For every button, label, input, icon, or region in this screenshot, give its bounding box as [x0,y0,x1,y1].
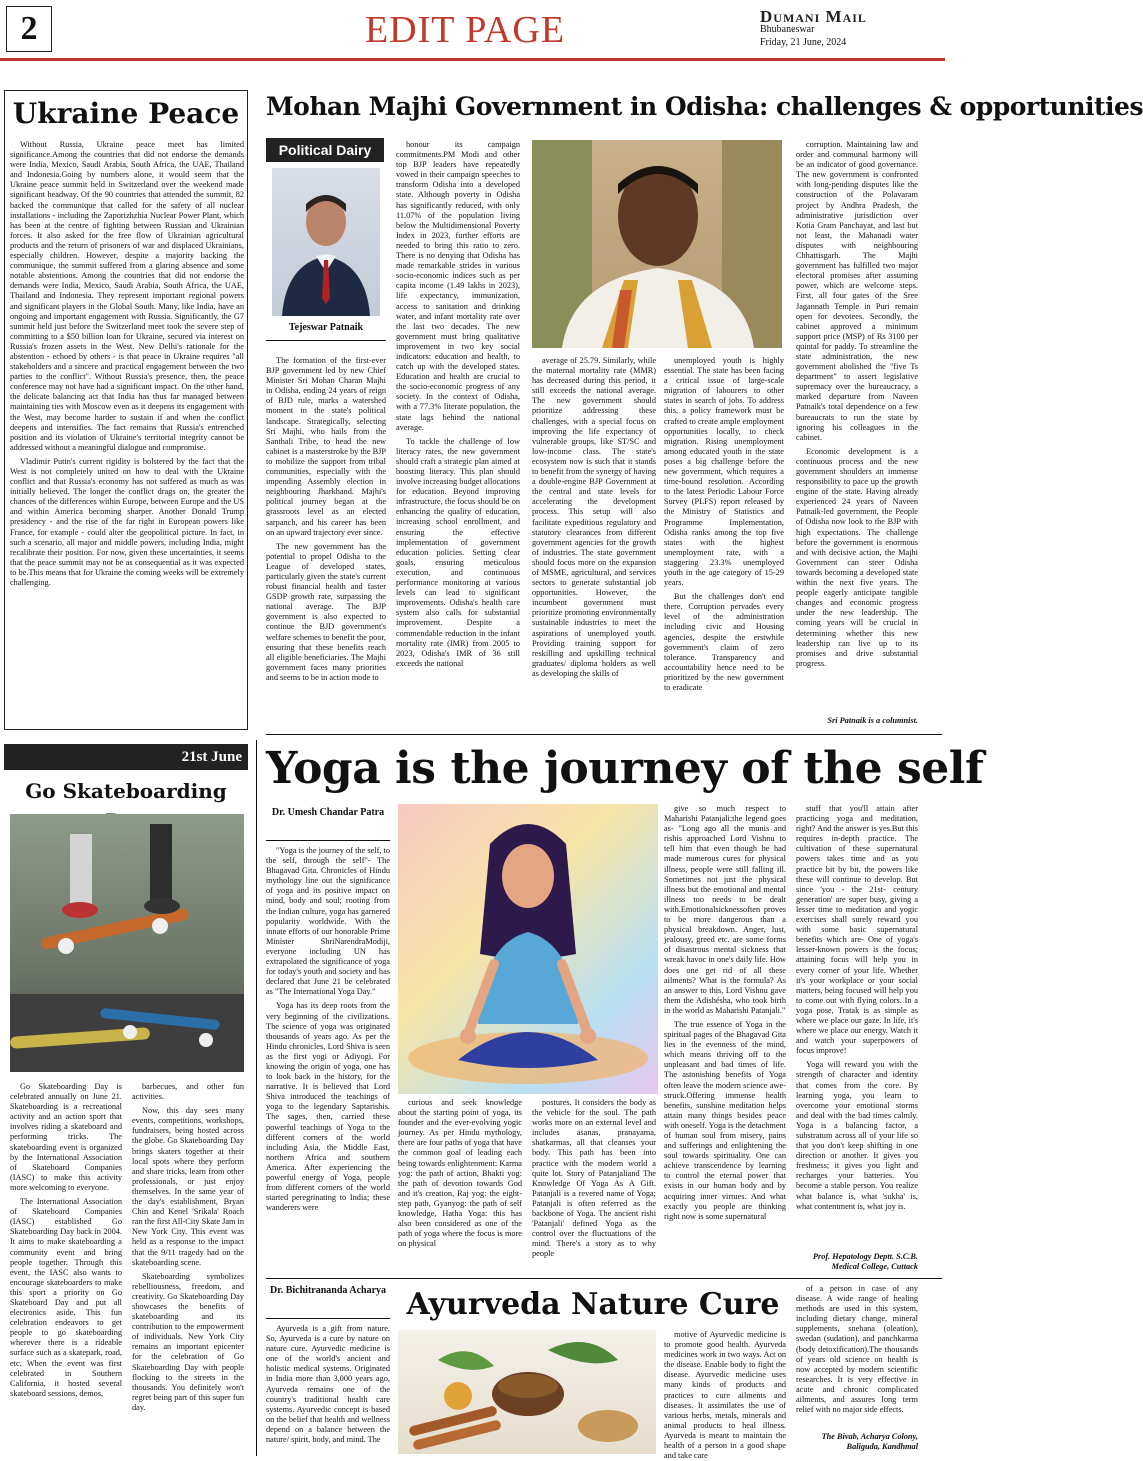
paragraph: Economic development is a continuous process and the new government shoulders an immense responsibility to pace up the growth engine of the state. Having already experienced 24 years of Naveen Patnaik-led government, the People of Odisha now look to the BJP with high expectations. The challenge before the government is enormous and with decisive action, the Majhi Government can steer Odisha towards becoming a developed state within the next five years. The people eagerly anticipate tangible changes and economic progress under the new leadership. The coming years will be crucial in determining whether this new leadership can live up to its promises and drive substantial progress. [796,446,918,668]
odisha-col4 [664,356,784,728]
yoga-headline: Yoga is the journey of the self [266,743,984,794]
paragraph: average of 25.79. Similarly, while the maternal mortality rate (MMR) has decreased during this period, it still exceeds the national average. The new government should prioritize addressing these challenges, with a special focus on improving the life expectancy of vulnerable groups, like ST/SC and low-income class. The state's ecosystem now is such that it stands to benefit from the synergy of having a double-engine BJP Government at the central and state levels for accelerating the development process. This setup will also facilitate expeditious regulatory and statutory clearances from different government agencies for the growth of industries. The state government should focus more on the expansion of MSME, agricultural, and services sectors to generate substantial job opportunities. However, the incumbent government must prioritize promoting environmentally sustainable industries to meet the aspirations of unemployed youth. Providing training support for reskilling and upskilling technical graduates/ diploma holders as well as developing the skills of [532,356,656,678]
date: Friday, 21 June, 2024 [760,37,847,48]
yoga-col4 [664,804,786,1274]
skate-title: Go Skateboarding [25,779,227,803]
paragraph: But the challenges don't end there. Corruption pervades every level of the administration including civic and Housing agencies, despite the erstwhile government's claim of zero tolerance. Transparency and accountability hence need to be prioritized by the new government to eradicate [664,592,784,692]
yoga-col2 [398,1098,522,1274]
divider [266,734,942,735]
author-photo [272,168,380,316]
city: Bhubaneswar [760,24,815,35]
paragraph: To tackle the challenge of low literacy rates, the new government should craft a strategic plan aimed at boosting literacy. This plan should involve increasing budget allocations for education. Beyond improving infrastructure, the focus should be on enhancing the quality of education, increasing school enrollment, and ensuring the effective implementation of government education policies. Setting clear goals, ensuring meticulous execution, and continuous performance monitoring at various levels can lead to significant improvements. Odisha's health care system also calls for substantial improvement. Despite a commendable reduction in the infant mortality rate (IMR) from 2005 to 2023, Odisha's IMR of 36 still exceeds the national [396,436,520,668]
ayurveda-author: Dr. Bichitrananda Acharya [269,1285,387,1296]
paragraph: curious and seek knowledge about the starting point of yoga, its founder and the ever-evolving yogic journey. As per Hindu mythology, there are four paths of yoga that have the common goal of leading each being towards enlightenment: Karma yog: the path of action, Bhakti yog: the path of devotion towards God and it's creation, Raj yog: the eight-step path, Gyanyog: the path of self knowledge, Hatha Yoga: this has also been considered as one of the path of yoga where the focus is more on physical [398,1098,522,1249]
paragraph: motive of Ayurvedic medicine is to promote good health. Ayurveda medicines work in two ways. Act on the disease. Enable body to fight the disease. Ayurvedic medicine uses many kinds of products and practices to cure ailments and diseases. It assimilates the use of various herbs, metals, minerals and animal products to heal illness. Ayurveda is meant to maintain the health of a person in a good shape and take care [664,1330,786,1461]
author-name: Tejeswar Patnaik [288,322,364,333]
ayurveda-col1 [266,1324,390,1454]
page-number: 2 [6,6,52,52]
ayurveda-photo [398,1330,656,1454]
paragraph: Now, this day sees many events, competitions, workshops, fundraisers, being hosted across the globe. Go Skateboarding Day brings skaters together at their local spots where they perform and share tricks, learn from other professionals, or just enjoy themselves. In the same year of the day's establishment, Bryan Chin and Kenel 'Srikala' Roach ran the first All-City Skate Jam in New York City. This event was held as a response to the impact that the 9/11 tragedy had on the skateboarding scene. [132,1106,244,1267]
divider [266,1278,942,1279]
paragraph: Yoga will reward you with the strength of character and identity that comes from the core. By learning yoga, you learn to overcome your emotional storms and deal with the bad times calmly. Yoga is a balancing factor, a substratum across all of your life so that you don't keep shifting in one direction or another. It gives you freshness; it gives you light and recharges your batteries. You become a stable person. You realize what balance is, what 'sukha' is, what contentment is, what joy is. [796,1060,918,1211]
paragraph: The International Association of Skateboard Companies (IASC) established Go Skateboarding Day back in 2004. It aims to make skateboarding a community event and bring people together. Through this event, the IASC also wants to encourage skateboarders to make this sport a priority on Go Skateboard Day and put all electronics aside. This fun celebration endeavors to get people to go skateboarding wherever there is a rideable surface such as a skatepark, road, etc. When the event was first celebrated in Southern California, it hosted several skateboard sessions, demos, [10,1197,122,1398]
paragraph: Ayurveda is a gift from nature. So, Ayurveda is a cure by nature on nature cure. Ayurvedic medicine is one of the world's ancient and holistic medical systems. Originated in India more than 3,000 years ago, Ayurveda remains one of the country's traditional health care systems. Ayurvedic concept is based on the belief that health and wellness depend on a balance between the nature/ spirit, body, and mind. The [266,1324,390,1445]
odisha-col2 [396,140,520,728]
ayurveda-footnote: The Bivab, Acharya Colony, Baliguda, Kandhmal [821,1432,918,1451]
paper-name: Dumani Mail [760,7,867,26]
yoga-author: Dr. Umesh Chandar Patra [271,807,385,818]
odisha-footnote: Sri Patnaik is a columnist. [827,716,918,725]
skate-col2 [132,1082,244,1454]
odisha-col5 [796,140,918,714]
paragraph: unemployed youth is highly essential. The state has been facing a critical issue of large-scale migration of labourers to other states in search of jobs. To address this, a policy framework must be crafted to create ample employment opportunities locally, to check migration. Rising unemployment among educated youth in the state poses a big challenge before the new government, which requires a time-bound resolution. According to the latest Periodic Labour Force Survey (PLFS) report released by the Ministry of Statistics and Programme Implementation, Odisha ranks among the top five states with the highest unemployment rate, with a staggering 23.3% unemployed youth in the age category of 15-29 years. [664,356,784,588]
paragraph: postures. It considers the body as the vehicle for the soul. The path works more on an external level and includes asanas, pranayama, shatkarmas, all that cleanses your body. This path has been into practice with the modern world a quite lot. Story of Patanjaliand The Knowledge Of Yoga As A Gift. Patanjali is a revered name of Yoga; Patanjali is often referred as the backbone of Yoga. The ancient rishi 'Patanjali' defined Yoga as the control over the fluctuations of the mind. There's a story as to why people [532,1098,656,1259]
odisha-col3 [532,356,656,728]
yoga-illustration [398,804,658,1094]
paragraph: The new government has the potential to propel Odisha to the League of developed states, particularly given the state's current robust financial health and faster GSDP growth rate, surpassing the national average. The BJP government is also expected to continue the BJD government's welfare schemes to benefit the poor, ensuring that these benefits reach all eligible beneficiaries. The Majhi government faces many priorities and seems to be in action mode to [266,541,386,682]
skate-date: 21st June [4,744,248,770]
paragraph: Go Skateboarding Day is celebrated annually on June 21. Skateboarding is a recreational activity and an action sport that involves riding a skateboard and performing tricks. The skateboarding event is organized by the International Association of Skateboard Companies (IASC) to make this activity more welcoming to everyone. [10,1082,122,1192]
yoga-col3 [532,1098,656,1274]
column-divider [256,740,257,1456]
paragraph: Yoga has its deep roots from the very beginning of the civilizations. The science of yoga was originated thousands of years ago. As per the Hindu chronicles, Lord Shiva is seen as the first yogi or Adiyogi. For knowing the origin of yoga, one has to look back in the history, for the narrative. It is believed that Lord Shiva introduced the teachings of yoga to the legendary Saptarishis. The sages, then, carried these powerful teachings of Yoga to the different corners of the world including Asia, the Middle East, northern Africa and southern America. After experiencing the powerful energy of Yoga, people from different corners of the world started peregrinating to India; these wanderers were [266,1001,390,1213]
divider [266,1318,390,1319]
paragraph: corruption. Maintaining law and order and communal harmony will be an indicator of good governance. The new government is confronted with long-pending disputes like the construction of the Polavaram project by Andhra Pradesh, the administrative jurisdiction over Kotia Gram Panchayat, and last but not least, the Mahanadi water disputes with neighbouring Chhattisgarh. The Majhi government has fulfilled two major electoral promises after assuming power, which are welcome steps. First, all four gates of the Sree Jagannath Temple in Puri remain open for devotees. Secondly, the cabinet approved a minimum support price (MSP) of Rs 3100 per quintal for paddy. To streamline the state administration, the new government abolished the "five Ts department" to assert legislative supremacy over the bureaucracy, a marked departure from Naveen Patnaik's total dependence on a few bureaucrats to run the state by ignoring his colleagues in the cabinet. [796,140,918,442]
paragraph: The formation of the first-ever BJP government led by new Chief Minister Sri Mohan Charan Majhi in Odisha, ending 24 years of reign of BJD rule, marks a watershed moment in the state's political landscape. Strategically, selecting Sri Majhi, who hails from the Santhali Tribe, to head the new cabinet is a masterstroke by the BJP to mobilize the support from tribal communities, especially with the impending Assembly election in neighbouring Jharkhand. Majhi's political journey began at the grassroots level as an elected sarpanch, and his career has been on an upward trajectory ever since. [266,356,386,537]
odisha-headline: Mohan Majhi Government in Odisha: challenges & opportunities [266,92,1143,121]
yoga-footnote: Prof. Hepatology Deptt. S.C.B. Medical College, Cuttack [812,1252,918,1271]
ayurveda-headline: Ayurveda Nature Cure [406,1287,780,1322]
paragraph: honour its campaign commitments.PM Modi and other top BJP leaders have repeatedly vowed in their campaign speeches to transform Odisha into a developed state. Although poverty in Odisha has significantly reduced, with only 11.07% of the population living below the Multidimensional Poverty Index in 2023, further efforts are needed to bring this ratio to zero. There is no denying that Odisha has made remarkable strides in various socio-economic indices such as per capita income (1.49 lakhs in 2023), life expectancy, immunization, access to sanitation and drinking water, and infant mortality rate over the last two decades. The new government must bring qualitative improvement in two key social indicators: education and health, to catch up with the developed states. Education and health are crucial to the socio-economic progress of any society. In the context of Odisha, with a 77.3% literate population, the state lags behind the national average. [396,140,520,432]
yoga-col1 [266,846,390,1274]
paragraph: The true essence of Yoga in the spiritual pages of the Bhagavad Gita lies in the evenness of the mind, which means thriving off to the unpleasant and bad times of life. The astonishing benefits of Yoga often leave the modern science awe-struck.Offering immense health benefits, sunshine meditation helps attain many things besides peace with oneself. Yoga is the detachment of human soul from misery, pains and sufferings and enlightening the soul towards spirituality. One can achieve transcendence by learning to control the eternal power that exists in our human body and by acquiring inner virtues. And what exactly you people are thinking right now is some supernatural [664,1019,786,1221]
odisha-col1 [266,356,386,728]
column-label: Political Dairy [266,138,384,162]
masthead-rule [0,58,945,61]
divider [266,840,390,841]
paragraph: Skateboarding symbolizes rebelliousness, freedom, and creativity. Go Skateboarding Day showcases the benefits of skateboarding and its contribution to the empowerment of individuals. New York City remains an important epicenter for the celebration of Go Skateboarding Day with people flocking to the streets in the thousands. You definitely won't regret being part of this super fun day. [132,1271,244,1412]
ukraine-body [10,140,244,728]
paragraph: stuff that you'll attain after practicing yoga and meditation, right? And the answer is yes.But this requires in-depth practice. The cultivation of these supernatural powers takes time and as you practice bit by bit, the powers like these will continue to develop. But since 'you - the 21st- century generation' are super busy, giving a lesser time to meditation and yogic exercises shall surely reward you with some basic supernatural benefits which are- One of yoga's lesser-known powers is the focus; attaining focus will help you in every corner of your life. Whether it's your workplace or your social matters, being focused will help you to come out with flying colors. In a yoga pose, Tratak is as simple as where we place our gaze. In life, it's where we place our energy. Watch it and watch your superpowers of focus improve! [796,804,918,1056]
skate-photo [10,814,244,1072]
paragraph: give so much respect to Maharishi Patanjali;the legend goes as- "Long ago all the munis and rishis approached Lord Vishnu to tell him that even though he had made numerous cures for physical illness, people were still falling ill. Sometimes not just the physical illness but the emotional and mental illness too needs to be dealt with.Emotionalsicknessoften proves to be more dangerous than a physical breakdown. Anger, lust, jealousy, greed etc. are some forms of disastrous mental sickness that wreak havoc in one's daily life. How does one get rid of all these ailments? What is the formula? As an answer to this, Lord Vishnu gave them the Adishésha, who took birth in the world as Maharishi Patanjali." [664,804,786,1015]
paragraph: Without Russia, Ukraine peace meet has limited significance.Among the countries that did not endorse the demands were India, Mexico, Saudi Arabia, South Africa, the UAE, Thailand and Indonesia.Going by numbers alone, it would seem that the Ukraine peace summit held in Switzerland over the weekend made significant headway. Of the 90 countries that attended the summit, 82 backed the communique that called for the safety of all nuclear installations - including the Zaporizhzhia Nuclear Power Plant, which has been at the centre of fighting between Russian and Ukrainian forces. It also asked for the free flow of Ukrainian agricultural products and the return of prisoners of war and displaced Ukrainians, especially children. However, despite a majority backing the communique, the summit suffered from a glaring absence and some notable abstentions. Among the countries that did not endorse the demands were India, Mexico, Saudi Arabia, South Africa, the UAE, Thailand and Indonesia. They represent important regional powers and significant players in the Global South. Many, like India, have an ongoing and important engagement with Russia. Significantly, the G7 summit held just before the Switzerland meet took the severe step of committing to a $50 billion loan for Ukraine, secured via interest on Russia's frozen assets in the West. New Delhi's rationale for the abstention - echoed by others - is that peace in Ukraine requires "all stakeholders and a sincere and practical engagement between the two parties to the conflict". Without Russia's presence, then, the peace conference may not have had a significant impact. On the other hand, the delicate balancing act that India has thus far managed between maintaining ties with Moscow even as it deepens its engagement with the West, may become harder to sustain if and when the conflict deepens and intensifies. The fact remains that Russia's entrenched position and its violation of Ukraine's territorial integrity cannot be addressed without a meaningful dialogue and compromise. [10,140,244,452]
masthead [760,7,940,49]
ayurveda-col3 [796,1284,918,1430]
ayurveda-col2 [664,1330,786,1461]
paragraph: of a person in case of any disease. A wide range of healing methods are used in this system, including dietary change, mineral supplements, snehana (oleation), swedan (sudation), and panchkarma (body detoxification).The thousands of years old science on health is now accepted by modern scientific researches. It is very effective in acute and chronic complicated ailments, and assures long term relief with no major side effects. [796,1284,918,1415]
paragraph: "Yoga is the journey of the self, to the self, through the self"- The Bhagavad Gita. Chronicles of Hindu mythology line out the significance of yoga and its positive impact on mind, body and soul; rooting from the Indian culture, yoga has garnered popularity worldwide. With the innate efforts of our honorable Prime Minister ShriNarendraModiji, everyone including UN has extrapolated the significance of yoga for today's youth and society and has declared that June 21 be celebrated as "The International Yoga Day." [266,846,390,997]
skate-col1 [10,1082,122,1454]
section-title: EDIT PAGE [364,9,566,51]
divider [266,340,386,341]
yoga-col5 [796,804,918,1250]
paragraph: Vladimir Putin's current rigidity is bolstered by the fact that the West is not completely united on how to deal with the Ukraine conflict and that Russia's economy has not suffered as much as was initially believed. The longer the conflict drags on, the greater the chances of the differences within Europe, between Europe and the US and within America becoming sharper. Another Donald Trump presidency - and the rise of the far right in European powers like France, for example - could alter the geopolitical picture. In fact, in such a scenario, all major and middle powers, including India, might recalibrate their position. For now, given these uncertainties, it seems that the peace summit may not be as consequential as it was expected to be.This means that for Ukraine the coming weeks will be extremely challenging. [10,456,244,588]
paragraph: barbecues, and other fun activities. [132,1082,244,1102]
ukraine-title: Ukraine Peace [12,97,240,130]
cm-photo [532,140,782,348]
